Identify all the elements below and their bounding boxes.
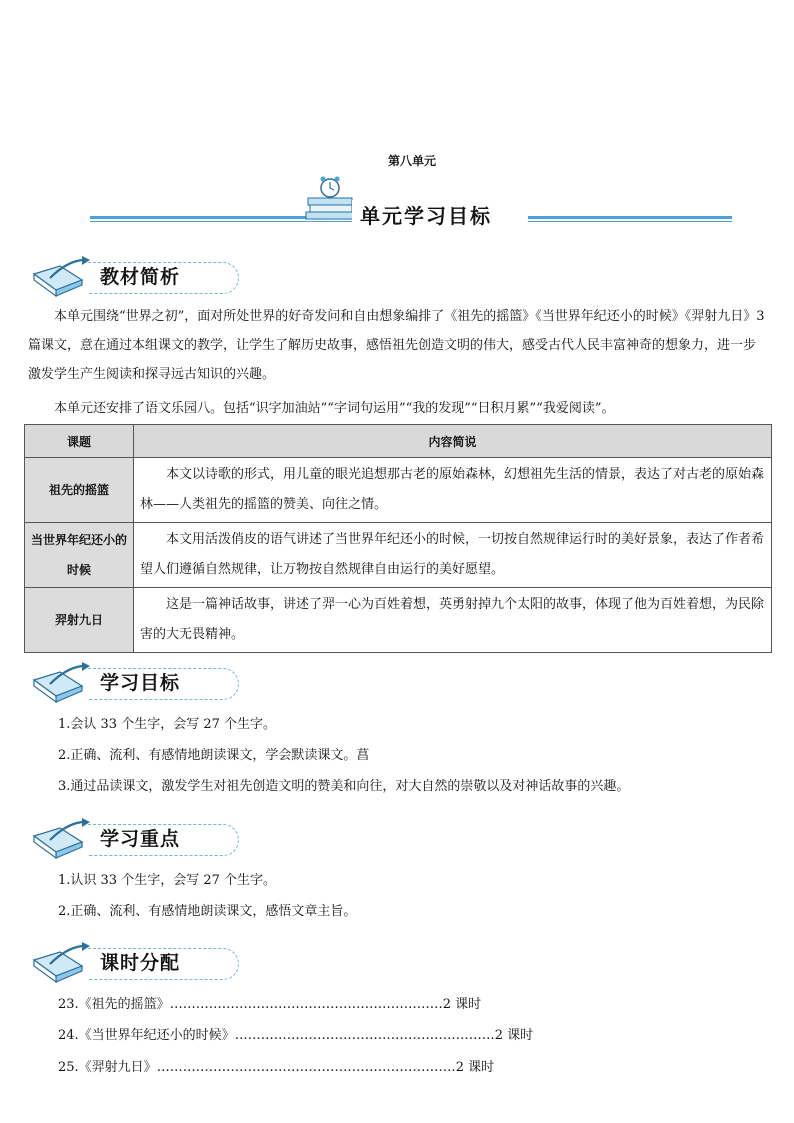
section-label: 学习重点 (100, 828, 181, 850)
schedule-dots: ……………………………………………………… (169, 997, 443, 1012)
table-header-row (25, 425, 772, 458)
schedule-row (58, 1026, 533, 1046)
section-head-goals (30, 662, 220, 706)
table-row (25, 458, 772, 523)
section-label: 课时分配 (100, 952, 181, 974)
table-header-title: 课题 (25, 425, 134, 458)
section-head-key-points (30, 818, 220, 862)
goal-item: 1.会认 33 个生字，会写 27 个生字。 (58, 717, 277, 732)
schedule-row (58, 1058, 494, 1078)
schedule-hours: 2 课时 (442, 997, 482, 1012)
key-point-item: 2.正确、流利、有感情地朗读课文，感悟文章主旨。 (58, 904, 357, 919)
analysis-paragraph-1: 本单元围绕“世界之初”，面对所处世界的好奇发问和自由想象编排了《祖先的摇篮》《当世界年纪还小的时候》《羿射九日》3篇课文，意在通过本组课文的教学，让学生了解历史故事，感悟祖先创造文明的伟大，感受古代人民丰富神奇的想象力，进一步激发学生产生阅读和探寻远古知识的兴趣。 (28, 309, 765, 382)
goal-item: 2.正确、流利、有感情地朗读课文，学会默读课文。菖 (58, 748, 370, 763)
goal-item: 3.通过品读课文，激发学生对祖先创造文明的赞美和向往，对大自然的崇敬以及对神话故事的兴趣。 (58, 779, 630, 794)
key-point-item: 1.认识 33 个生字，会写 27 个生字。 (58, 873, 277, 888)
section-label: 学习目标 (100, 672, 181, 694)
book-arrow-icon (30, 818, 94, 862)
schedule-row (58, 995, 481, 1015)
schedule-hours: 2 课时 (455, 1060, 495, 1075)
books-clock-icon (300, 176, 360, 226)
schedule-lesson: 23.《祖先的摇篮》 (58, 997, 170, 1012)
table-cell-title: 当世界年纪还小的时候 (25, 523, 134, 588)
analysis-paragraph-2: 本单元还安排了语文乐园八。包括“识字加油站”“字词句运用”“我的发现”“日积月累”“我爱阅读”。 (54, 401, 615, 416)
table-cell-title: 羿射九日 (25, 588, 134, 653)
banner-title: 单元学习目标 (360, 204, 492, 228)
table-row (25, 523, 772, 588)
section-head-schedule (30, 942, 220, 986)
schedule-dots: …………………………………………………………… (156, 1060, 456, 1075)
book-arrow-icon (30, 942, 94, 986)
schedule-lesson: 24.《当世界年纪还小的时候》 (58, 1028, 235, 1043)
table-cell-desc: 这是一篇神话故事，讲述了羿一心为百姓着想，英勇射掉九个太阳的故事，体现了他为百姓着想，为民除害的大无畏精神。 (134, 588, 772, 653)
book-arrow-icon (30, 662, 94, 706)
unit-title: 第八单元 (387, 154, 436, 168)
schedule-lesson: 25.《羿射九日》 (58, 1060, 157, 1075)
table-cell-desc: 本文以诗歌的形式，用儿童的眼光追想那古老的原始森林，幻想祖先生活的情景，表达了对古老的原始森林——人类祖先的摇篮的赞美、向往之情。 (134, 458, 772, 523)
table-header-desc: 内容简说 (134, 425, 772, 458)
section-head-analysis (30, 256, 220, 300)
schedule-dots: …………………………………………………… (234, 1028, 495, 1043)
book-arrow-icon (30, 256, 94, 300)
table-cell-title: 祖先的摇篮 (25, 458, 134, 523)
table-row (25, 588, 772, 653)
section-label: 教材简析 (100, 266, 181, 288)
table-cell-desc: 本文用活泼俏皮的语气讲述了当世界年纪还小的时候，一切按自然规律运行时的美好景象，表达了作者希望人们遵循自然规律，让万物按自然规律自由运行的美好愿望。 (134, 523, 772, 588)
lesson-table (24, 424, 772, 653)
schedule-hours: 2 课时 (494, 1028, 534, 1043)
